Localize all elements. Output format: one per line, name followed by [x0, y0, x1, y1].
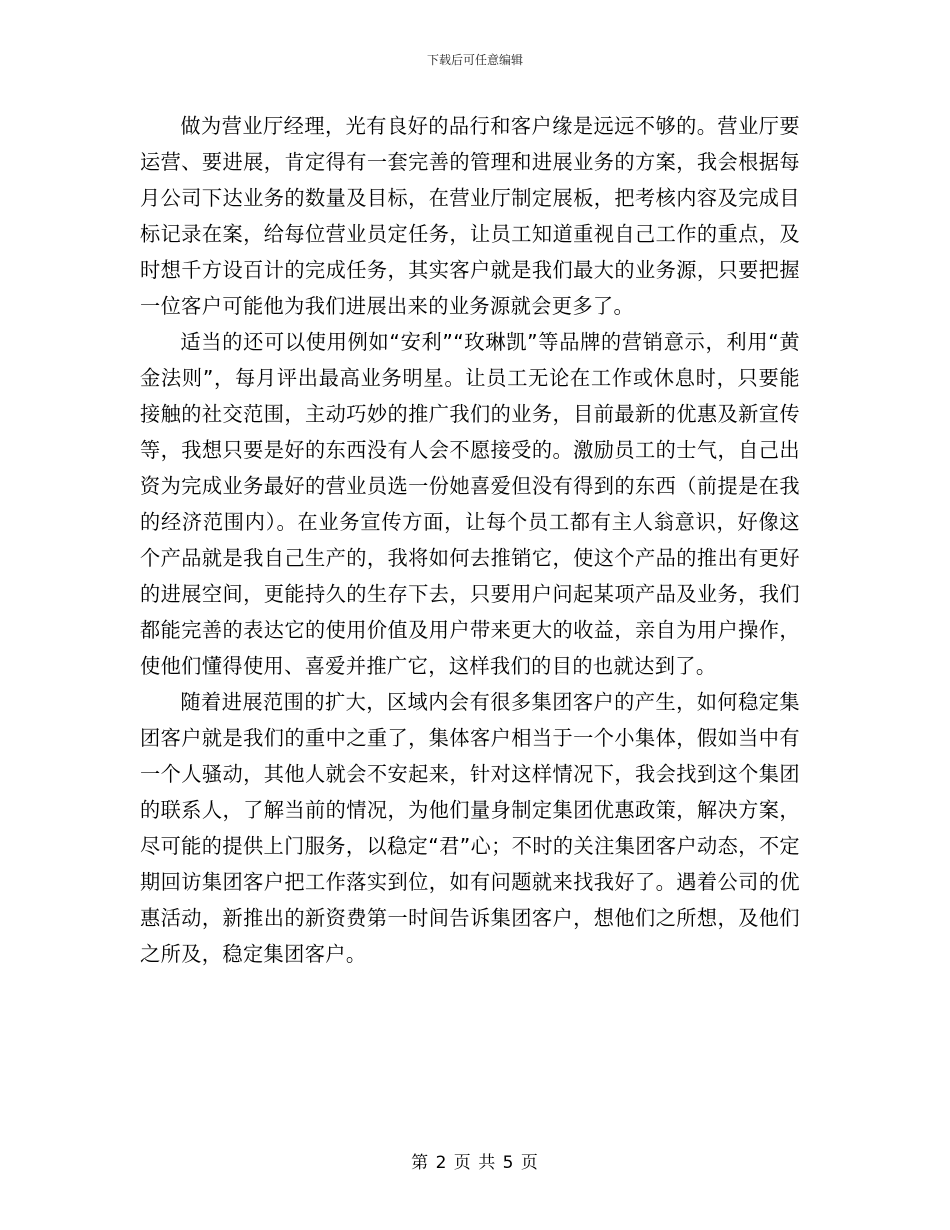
paragraph-2: 适当的还可以使用例如“安利”“玫琳凯”等品牌的营销意示，利用“黄金法则”，每月评出最高业务明星。让员工无论在工作或休息时，只要能接触的社交范围，主动巧妙的推广我们的业务，目前最新的优惠及新宣传等，我想只要是好的东西没有人会不愿接受的。激励员工的士气，自己出资为完成业务最好的营业员选一份她喜爱但没有得到的东西（前提是在我的经济范围内）。在业务宣传方面，让每个员工都有主人翁意识，好像这个产品就是我自己生产的，我将如何去推销它，使这个产品的推出有更好的进展空间，更能持久的生存下去，只要用户问起某项产品及业务，我们都能完善的表达它的使用价值及用户带来更大的收益，亲自为用户操作，使他们懂得使用、喜爱并推广它，这样我们的目的也就达到了。 [140, 330, 800, 678]
page-header: 下载后可任意编辑 [426, 53, 523, 67]
paragraph-1: 做为营业厅经理，光有良好的品行和客户缘是远远不够的。营业厅要运营、要进展，肯定得有一套完善的管理和进展业务的方案，我会根据每月公司下达业务的数量及目标，在营业厅制定展板，把考核内容及完成目标记录在案，给每位营业员定任务，让员工知道重视自己工作的重点，及时想千方设百计的完成任务，其实客户就是我们最大的业务源，只要把握一位客户可能他为我们进展出来的业务源就会更多了。 [140, 114, 800, 318]
paragraph-3: 随着进展范围的扩大，区域内会有很多集团客户的产生，如何稳定集团客户就是我们的重中之重了，集体客户相当于一个小集体，假如当中有一个人骚动，其他人就会不安起来，针对这样情况下，我会找到这个集团的联系人，了解当前的情况，为他们量身制定集团优惠政策，解决方案，尽可能的提供上门服务，以稳定“君”心；不时的关注集团客户动态，不定期回访集团客户把工作落实到位，如有问题就来找我好了。遇着公司的优惠活动，新推出的新资费第一时间告诉集团客户，想他们之所想，及他们之所及，稳定集团客户。 [140, 690, 800, 966]
page-footer: 第 2 页 共 5 页 [411, 1153, 539, 1173]
document-body [140, 108, 800, 972]
